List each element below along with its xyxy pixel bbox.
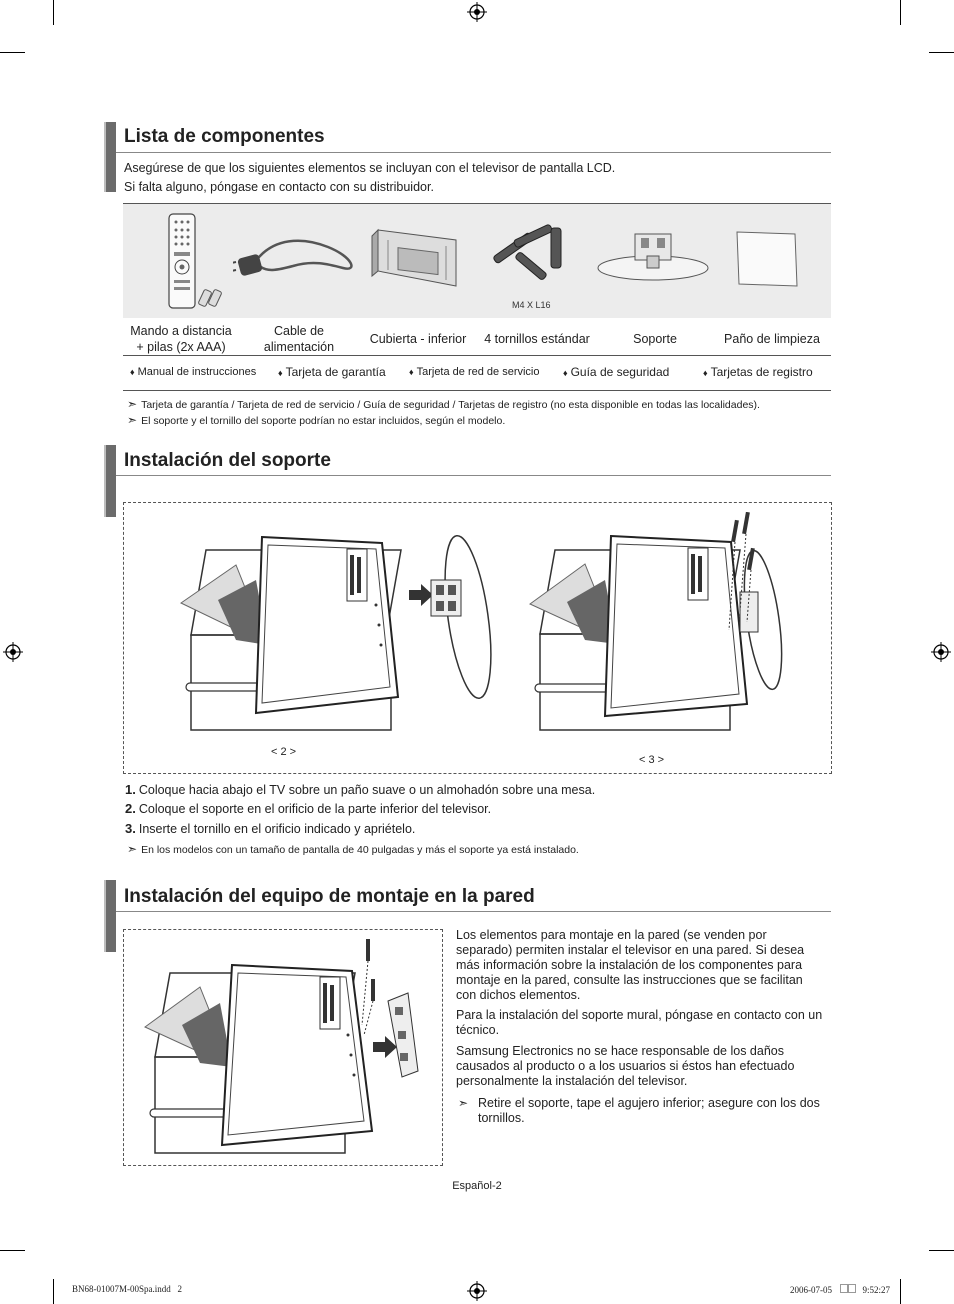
screw-size-label: M4 X L16 <box>512 300 551 310</box>
wall-paragraph: Los elementos para montaje en la pared (se venden por separado) permiten instalar el televisor en una pared. Si desea más información sobre la instalación de los componentes para montaje en la pared, consulte las instrucciones que se facilitan con dichos elementos. <box>456 928 805 1002</box>
print-time: 9:52:27 <box>862 1285 891 1295</box>
component-caption: Paño de limpieza <box>724 332 820 346</box>
section-title: Instalación del equipo de montaje en la pared <box>124 886 535 907</box>
figure-label: < 3 > <box>639 754 665 766</box>
registration-mark-icon <box>3 642 23 662</box>
note: ➣ Tarjeta de garantía / Tarjeta de red de servicio / Guía de seguridad / Tarjetas de registro (no esta disponible en todas las localidades). <box>127 397 760 411</box>
print-date: 2006-07-05 <box>790 1285 832 1295</box>
section-bar <box>104 445 116 517</box>
accessory-item: ♦ Tarjetas de registro <box>703 365 813 379</box>
crop-mark <box>900 1279 901 1304</box>
component-caption <box>126 323 236 355</box>
caption-line: Mando a distancia <box>130 324 232 338</box>
section-rule <box>116 152 831 153</box>
component-caption: Cubierta - inferior <box>369 332 467 346</box>
section-bar <box>104 880 116 952</box>
table-rule <box>123 390 831 391</box>
components-section <box>104 122 831 194</box>
step-item: 1. Coloque hacia abajo el TV sobre un paño suave o un almohadón sobre una mesa. <box>125 782 596 797</box>
intro-line: Asegúrese de que los siguientes elementos se incluyan con el televisor de pantalla LCD. <box>124 161 616 175</box>
wall-paragraph: Para la instalación del soporte mural, póngase en contacto con un técnico. <box>456 1008 823 1037</box>
step-item: 2. Coloque el soporte en el orificio de la parte inferior del televisor. <box>125 801 492 816</box>
cleaning-cloth-icon <box>733 228 801 290</box>
intro-line: Si falta alguno, póngase en contacto con su distribuidor. <box>124 180 434 194</box>
accessory-item: ♦ Guía de seguridad <box>563 365 670 379</box>
step-item: 3. Inserte el tornillo en el orificio indicado y apriételo. <box>125 821 416 836</box>
remote-control-icon <box>165 212 227 310</box>
tv-stand-diagram-icon <box>176 525 506 740</box>
registration-mark-icon <box>467 1281 487 1301</box>
file-name: BN68-01007M-00Spa.indd 2 <box>72 1284 182 1294</box>
print-timestamp <box>790 1284 890 1295</box>
section-rule <box>116 475 831 476</box>
crop-mark <box>929 1250 954 1251</box>
crop-mark <box>900 0 901 25</box>
crop-mark <box>0 52 25 53</box>
wall-note <box>456 1096 826 1126</box>
registration-mark-icon <box>931 642 951 662</box>
component-caption: 4 tornillos estándar <box>484 332 590 346</box>
accessory-item: ♦ Tarjeta de red de servicio <box>409 366 540 378</box>
registration-mark-icon <box>467 2 487 22</box>
caption-line: + pilas (2x AAA) <box>136 340 226 354</box>
components-intro <box>124 159 615 197</box>
figure-label: < 2 > <box>271 746 297 758</box>
accessory-item: ♦ Tarjeta de garantía <box>278 365 386 379</box>
component-caption: Soporte <box>633 332 677 346</box>
power-cable-icon <box>233 232 363 287</box>
wall-mount-diagram-icon <box>140 935 430 1155</box>
components-image-row <box>123 204 831 318</box>
crop-mark <box>53 1279 54 1304</box>
note: ➣ En los modelos con un tamaño de pantalla de 40 pulgadas y más el soporte ya está instalado. <box>127 842 579 856</box>
screws-icon <box>485 218 580 296</box>
caption-line: alimentación <box>263 340 335 354</box>
section-title: Instalación del soporte <box>124 450 331 471</box>
page-number: Español-2 <box>452 1180 502 1192</box>
section-title: Lista de componentes <box>124 126 325 147</box>
component-caption <box>244 323 354 355</box>
bottom-cover-icon <box>368 226 463 291</box>
tv-stand-screws-diagram-icon <box>525 512 795 732</box>
accessory-item: ♦ Manual de instrucciones <box>130 366 257 378</box>
crop-mark <box>929 52 954 53</box>
table-rule <box>123 355 831 356</box>
note: ➣ El soporte y el tornillo del soporte podrían no estar incluidos, según el modelo. <box>127 413 506 427</box>
section-rule <box>116 911 831 912</box>
wall-paragraph: Samsung Electronics no se hace responsable de los daños causados al producto o a los usuarios si éstos han efectuado personalmente la instalación del televisor. <box>456 1044 795 1088</box>
caption-line: Cable de <box>273 324 325 338</box>
note-arrow-icon: ➣ <box>458 1096 469 1110</box>
stand-icon <box>595 228 713 290</box>
crop-mark <box>0 1250 25 1251</box>
section-bar <box>104 122 116 192</box>
crop-mark <box>53 0 54 25</box>
note-text: Retire el soporte, tape el agujero inferior; asegure con los dos tornillos. <box>478 1096 820 1125</box>
